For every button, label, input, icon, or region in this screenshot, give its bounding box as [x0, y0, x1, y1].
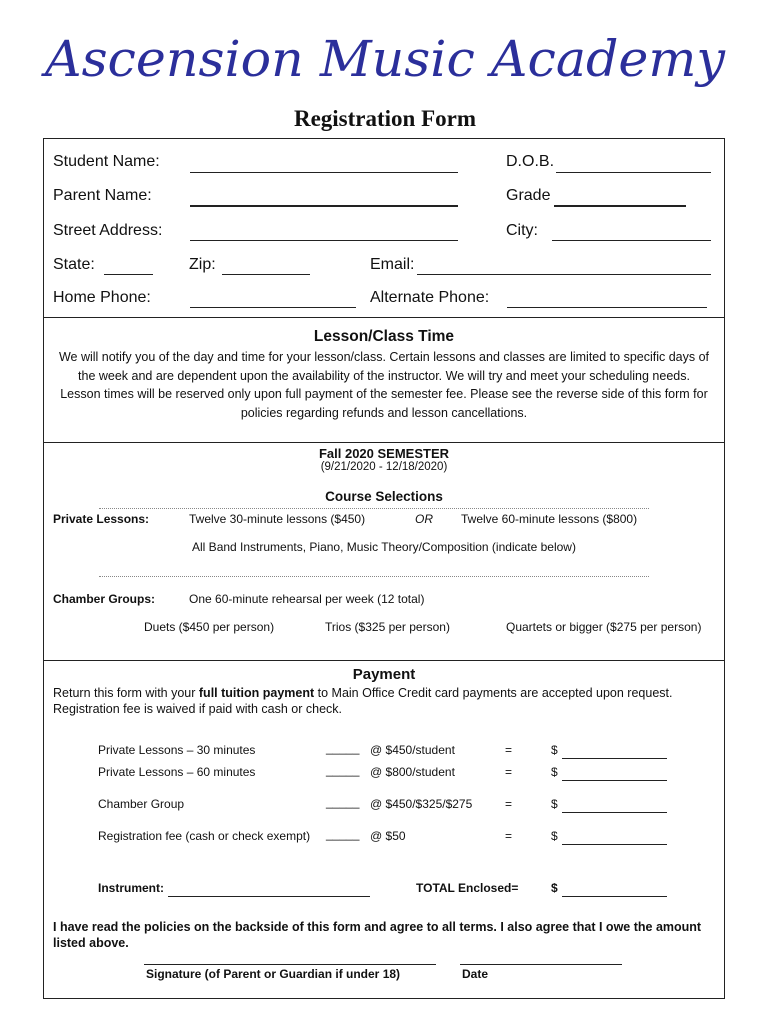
payment-currency: $ — [551, 743, 558, 757]
payment-item: Private Lessons – 60 minutes — [98, 765, 256, 779]
lesson-time-line: policies regarding refunds and lesson cancellations. — [240, 405, 528, 420]
payment-item: Registration fee (cash or check exempt) — [98, 829, 311, 843]
dob-field[interactable] — [556, 172, 711, 173]
trios-option: Trios ($325 per person) — [325, 620, 450, 634]
payment-rate: @ $450/student — [370, 743, 455, 757]
city-label: City: — [506, 222, 538, 239]
payment-equals: = — [505, 829, 513, 843]
grade-label: Grade — [506, 187, 551, 204]
lesson-time-line: the week and are dependent upon the availability of the instructor. We will try and meet your scheduling needs. — [78, 368, 690, 383]
total-currency: $ — [551, 881, 558, 895]
chamber-groups-label: Chamber Groups: — [53, 592, 156, 606]
student-name-label: Student Name: — [53, 153, 160, 170]
lesson-time-line: Lesson times will be reserved only upon full payment of the semester fee. Please see the reverse side of this form for — [60, 387, 708, 401]
zip-label: Zip: — [189, 256, 216, 273]
semester-dates: (9/21/2020 - 12/18/2020) — [320, 461, 448, 473]
payment-qty-field[interactable]: _____ — [326, 741, 360, 755]
course-selections-heading: Course Selections — [325, 489, 443, 504]
total-enclosed-label: TOTAL Enclosed= — [416, 881, 519, 895]
total-enclosed-field[interactable] — [562, 896, 667, 897]
payment-qty-field[interactable]: _____ — [326, 795, 360, 809]
academy-logo — [0, 22, 770, 98]
lesson-time-section — [44, 317, 724, 443]
payment-section — [44, 660, 724, 999]
email-field[interactable] — [417, 274, 711, 275]
student-name-field[interactable] — [190, 172, 458, 173]
agreement-text: I have read the policies on the backside of this form and agree to all terms. I also agree that I owe the amount listed above. — [53, 920, 702, 950]
or-text: OR — [415, 512, 433, 526]
date-field[interactable] — [460, 964, 622, 965]
payment-intro: Return this form with your full tuition payment to Main Office Credit card payments are accepted upon request. Registration fee is waived if paid with cash or check. — [53, 686, 673, 716]
home-phone-label: Home Phone: — [53, 289, 151, 306]
divider — [99, 576, 649, 577]
city-field[interactable] — [552, 240, 711, 241]
alternate-phone-label: Alternate Phone: — [370, 289, 490, 306]
street-address-label: Street Address: — [53, 222, 163, 239]
lesson-time-heading: Lesson/Class Time — [313, 328, 455, 345]
state-label: State: — [53, 256, 95, 273]
payment-amount-field[interactable] — [562, 780, 667, 781]
payment-item: Private Lessons – 30 minutes — [98, 743, 256, 757]
lesson-time-line: We will notify you of the day and time for your lesson/class. Certain lessons and classes are limited to specific days of — [58, 350, 710, 364]
alternate-phone-field[interactable] — [507, 307, 707, 308]
payment-rate: @ $800/student — [370, 765, 455, 779]
parent-name-label: Parent Name: — [53, 187, 152, 204]
lesson-time-text — [44, 348, 724, 422]
zip-field[interactable] — [222, 274, 310, 275]
instrument-label: Instrument: — [98, 881, 164, 895]
form-title: Registration Form — [293, 106, 477, 131]
payment-currency: $ — [551, 797, 558, 811]
home-phone-field[interactable] — [190, 307, 356, 308]
payment-equals: = — [505, 797, 513, 811]
instruments-note: All Band Instruments, Piano, Music Theory/Composition (indicate below) — [192, 540, 576, 554]
payment-equals: = — [505, 765, 513, 779]
payment-item: Chamber Group — [98, 797, 185, 811]
signature-field[interactable] — [144, 964, 436, 965]
payment-qty-field[interactable]: _____ — [326, 827, 360, 841]
chamber-description: One 60-minute rehearsal per week (12 total) — [189, 592, 425, 606]
date-label: Date — [462, 967, 489, 981]
payment-equals: = — [505, 743, 513, 757]
instrument-field[interactable] — [168, 896, 370, 897]
logo-text: Ascension Music Academy — [40, 30, 726, 88]
private-lessons-label: Private Lessons: — [53, 512, 150, 526]
grade-field[interactable] — [554, 205, 686, 207]
private-option-30: Twelve 30-minute lessons ($450) — [189, 512, 366, 526]
semester-title: Fall 2020 SEMESTER — [318, 446, 450, 461]
payment-qty-field[interactable]: _____ — [326, 763, 360, 777]
state-field[interactable] — [104, 274, 153, 275]
parent-name-field[interactable] — [190, 205, 458, 207]
payment-amount-field[interactable] — [562, 844, 667, 845]
duets-option: Duets ($450 per person) — [144, 620, 275, 634]
quartets-option: Quartets or bigger ($275 per person) — [506, 620, 702, 634]
payment-amount-field[interactable] — [562, 758, 667, 759]
private-option-60: Twelve 60-minute lessons ($800) — [461, 512, 638, 526]
semester-section — [44, 442, 724, 661]
signature-label: Signature (of Parent or Guardian if under 18) — [146, 967, 401, 981]
payment-heading: Payment — [352, 666, 416, 683]
payment-currency: $ — [551, 829, 558, 843]
street-address-field[interactable] — [190, 240, 458, 241]
payment-rate: @ $450/$325/$275 — [370, 797, 473, 811]
email-label: Email: — [370, 256, 415, 273]
divider — [99, 508, 649, 509]
payment-currency: $ — [551, 765, 558, 779]
payment-rate: @ $50 — [370, 829, 406, 843]
payment-amount-field[interactable] — [562, 812, 667, 813]
dob-label: D.O.B. — [506, 153, 555, 170]
